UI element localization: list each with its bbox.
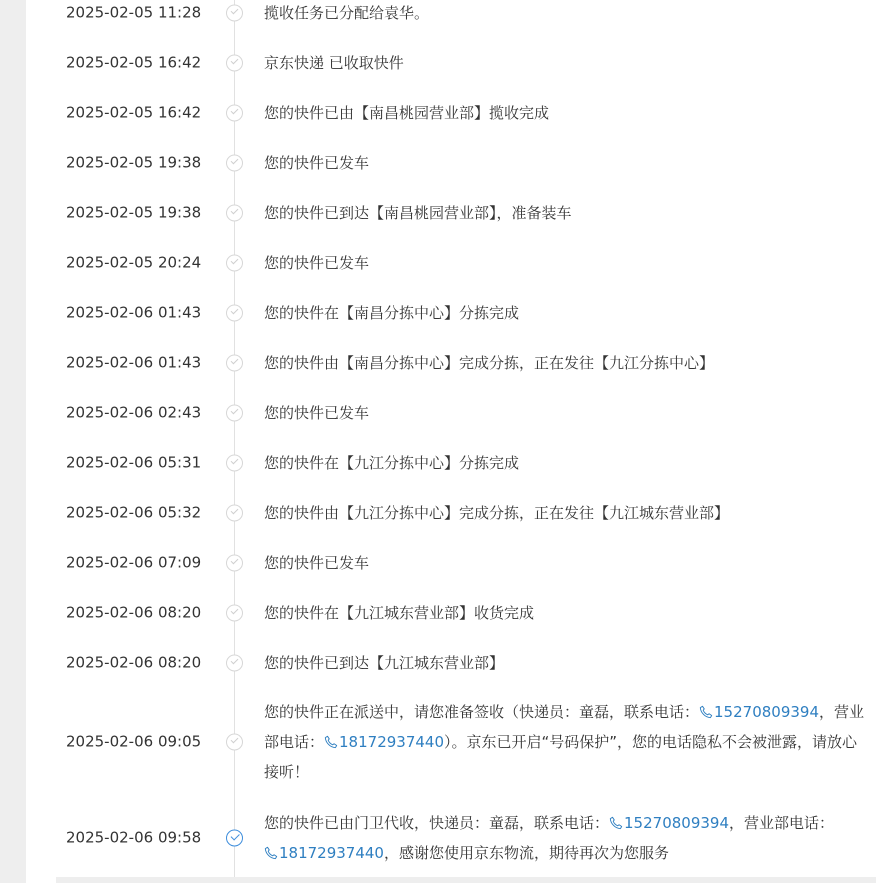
track-description: 揽收任务已分配给袁华。 — [264, 4, 430, 22]
track-desc-text: 您的快件已由门卫代收，快递员：童磊，联系电话： — [264, 814, 610, 832]
page-right-gutter — [876, 0, 896, 883]
pending-node-icon — [226, 505, 243, 522]
pending-node-icon — [226, 155, 243, 172]
track-time: 2025-02-06 05:31 — [66, 453, 202, 472]
track-event — [0, 343, 876, 383]
phone-icon — [324, 735, 338, 749]
track-description: 京东快递 已收取快件 — [264, 54, 404, 72]
station-phone-number: 18172937440 — [279, 844, 384, 862]
track-time: 2025-02-06 05:32 — [66, 503, 202, 522]
track-event — [0, 593, 876, 633]
pending-node-icon — [226, 655, 243, 672]
track-description: 您的快件在【九江分拣中心】分拣完成 — [264, 454, 520, 472]
pending-node-icon — [226, 605, 243, 622]
track-description: 您的快件已发车 — [264, 254, 370, 272]
track-time: 2025-02-05 19:38 — [66, 203, 202, 222]
track-time: 2025-02-06 08:20 — [66, 653, 202, 672]
track-time: 2025-02-06 01:43 — [66, 303, 202, 322]
track-desc-text: 您的快件正在派送中，请您准备签收（快递员：童磊，联系电话： — [264, 703, 700, 721]
pending-node-icon — [226, 405, 243, 422]
station-phone-link[interactable] — [324, 733, 444, 751]
track-time: 2025-02-06 09:58 — [66, 828, 202, 847]
courier-phone-number: 15270809394 — [714, 703, 819, 721]
track-description: 您的快件在【九江城东营业部】收货完成 — [264, 604, 535, 622]
pending-node-icon — [226, 205, 243, 222]
pending-node-icon — [226, 355, 243, 372]
track-time: 2025-02-06 02:43 — [66, 403, 202, 422]
track-time: 2025-02-06 09:05 — [66, 732, 202, 751]
check-circle-icon — [226, 830, 243, 847]
track-event — [0, 293, 876, 333]
track-event — [0, 243, 876, 283]
courier-phone-number: 15270809394 — [624, 814, 729, 832]
track-desc-text: ）。京东已开启“号码保护”，您的电话隐私不会被泄露，请放心接听！ — [264, 733, 858, 781]
track-description: 您的快件已由【南昌桃园营业部】揽收完成 — [264, 104, 550, 122]
track-description: 您的快件已发车 — [264, 554, 370, 572]
phone-icon — [699, 705, 713, 719]
track-description — [264, 808, 866, 868]
phone-icon — [264, 846, 278, 860]
track-description: 您的快件已到达【九江城东营业部】 — [264, 654, 505, 672]
track-event — [0, 543, 876, 583]
station-phone-number: 18172937440 — [339, 733, 444, 751]
track-time: 2025-02-05 11:28 — [66, 3, 202, 22]
track-event-signed — [0, 804, 876, 872]
track-event — [0, 143, 876, 183]
track-time: 2025-02-05 20:24 — [66, 253, 202, 272]
courier-phone-link[interactable] — [699, 703, 819, 721]
track-event — [0, 193, 876, 233]
track-description: 您的快件由【九江分拣中心】完成分拣，正在发往【九江城东营业部】 — [264, 504, 730, 522]
track-description: 您的快件已到达【南昌桃园营业部】，准备装车 — [264, 204, 572, 222]
track-time: 2025-02-06 08:20 — [66, 603, 202, 622]
pending-node-icon — [226, 555, 243, 572]
track-description — [264, 697, 866, 787]
courier-phone-link[interactable] — [609, 814, 729, 832]
pending-node-icon — [226, 55, 243, 72]
station-phone-link[interactable] — [264, 844, 384, 862]
track-time: 2025-02-05 16:42 — [66, 53, 202, 72]
track-desc-text: ，营业部电话： — [729, 814, 835, 832]
pending-node-icon — [226, 105, 243, 122]
pending-node-icon — [226, 255, 243, 272]
pending-node-icon — [226, 5, 243, 22]
track-desc-text: ，感谢您使用京东物流，期待再次为您服务 — [383, 844, 669, 862]
track-description: 您的快件已发车 — [264, 404, 370, 422]
track-event-delivering — [0, 692, 876, 792]
track-time: 2025-02-06 01:43 — [66, 353, 202, 372]
track-time: 2025-02-05 19:38 — [66, 153, 202, 172]
pending-node-icon — [226, 455, 243, 472]
track-event — [0, 43, 876, 83]
track-description: 您的快件由【南昌分拣中心】完成分拣，正在发往【九江分拣中心】 — [264, 354, 715, 372]
track-event — [0, 643, 876, 683]
track-description: 您的快件已发车 — [264, 154, 370, 172]
track-time: 2025-02-06 07:09 — [66, 553, 202, 572]
track-event — [0, 443, 876, 483]
track-event — [0, 93, 876, 133]
pending-node-icon — [226, 734, 243, 751]
pending-node-icon — [226, 305, 243, 322]
track-description: 您的快件在【南昌分拣中心】分拣完成 — [264, 304, 520, 322]
track-event — [0, 493, 876, 533]
bottom-divider — [56, 877, 876, 883]
track-event — [0, 0, 876, 33]
track-desc-text: ，营业部电话： — [264, 703, 865, 751]
phone-icon — [609, 816, 623, 830]
track-event — [0, 393, 876, 433]
track-time: 2025-02-05 16:42 — [66, 103, 202, 122]
